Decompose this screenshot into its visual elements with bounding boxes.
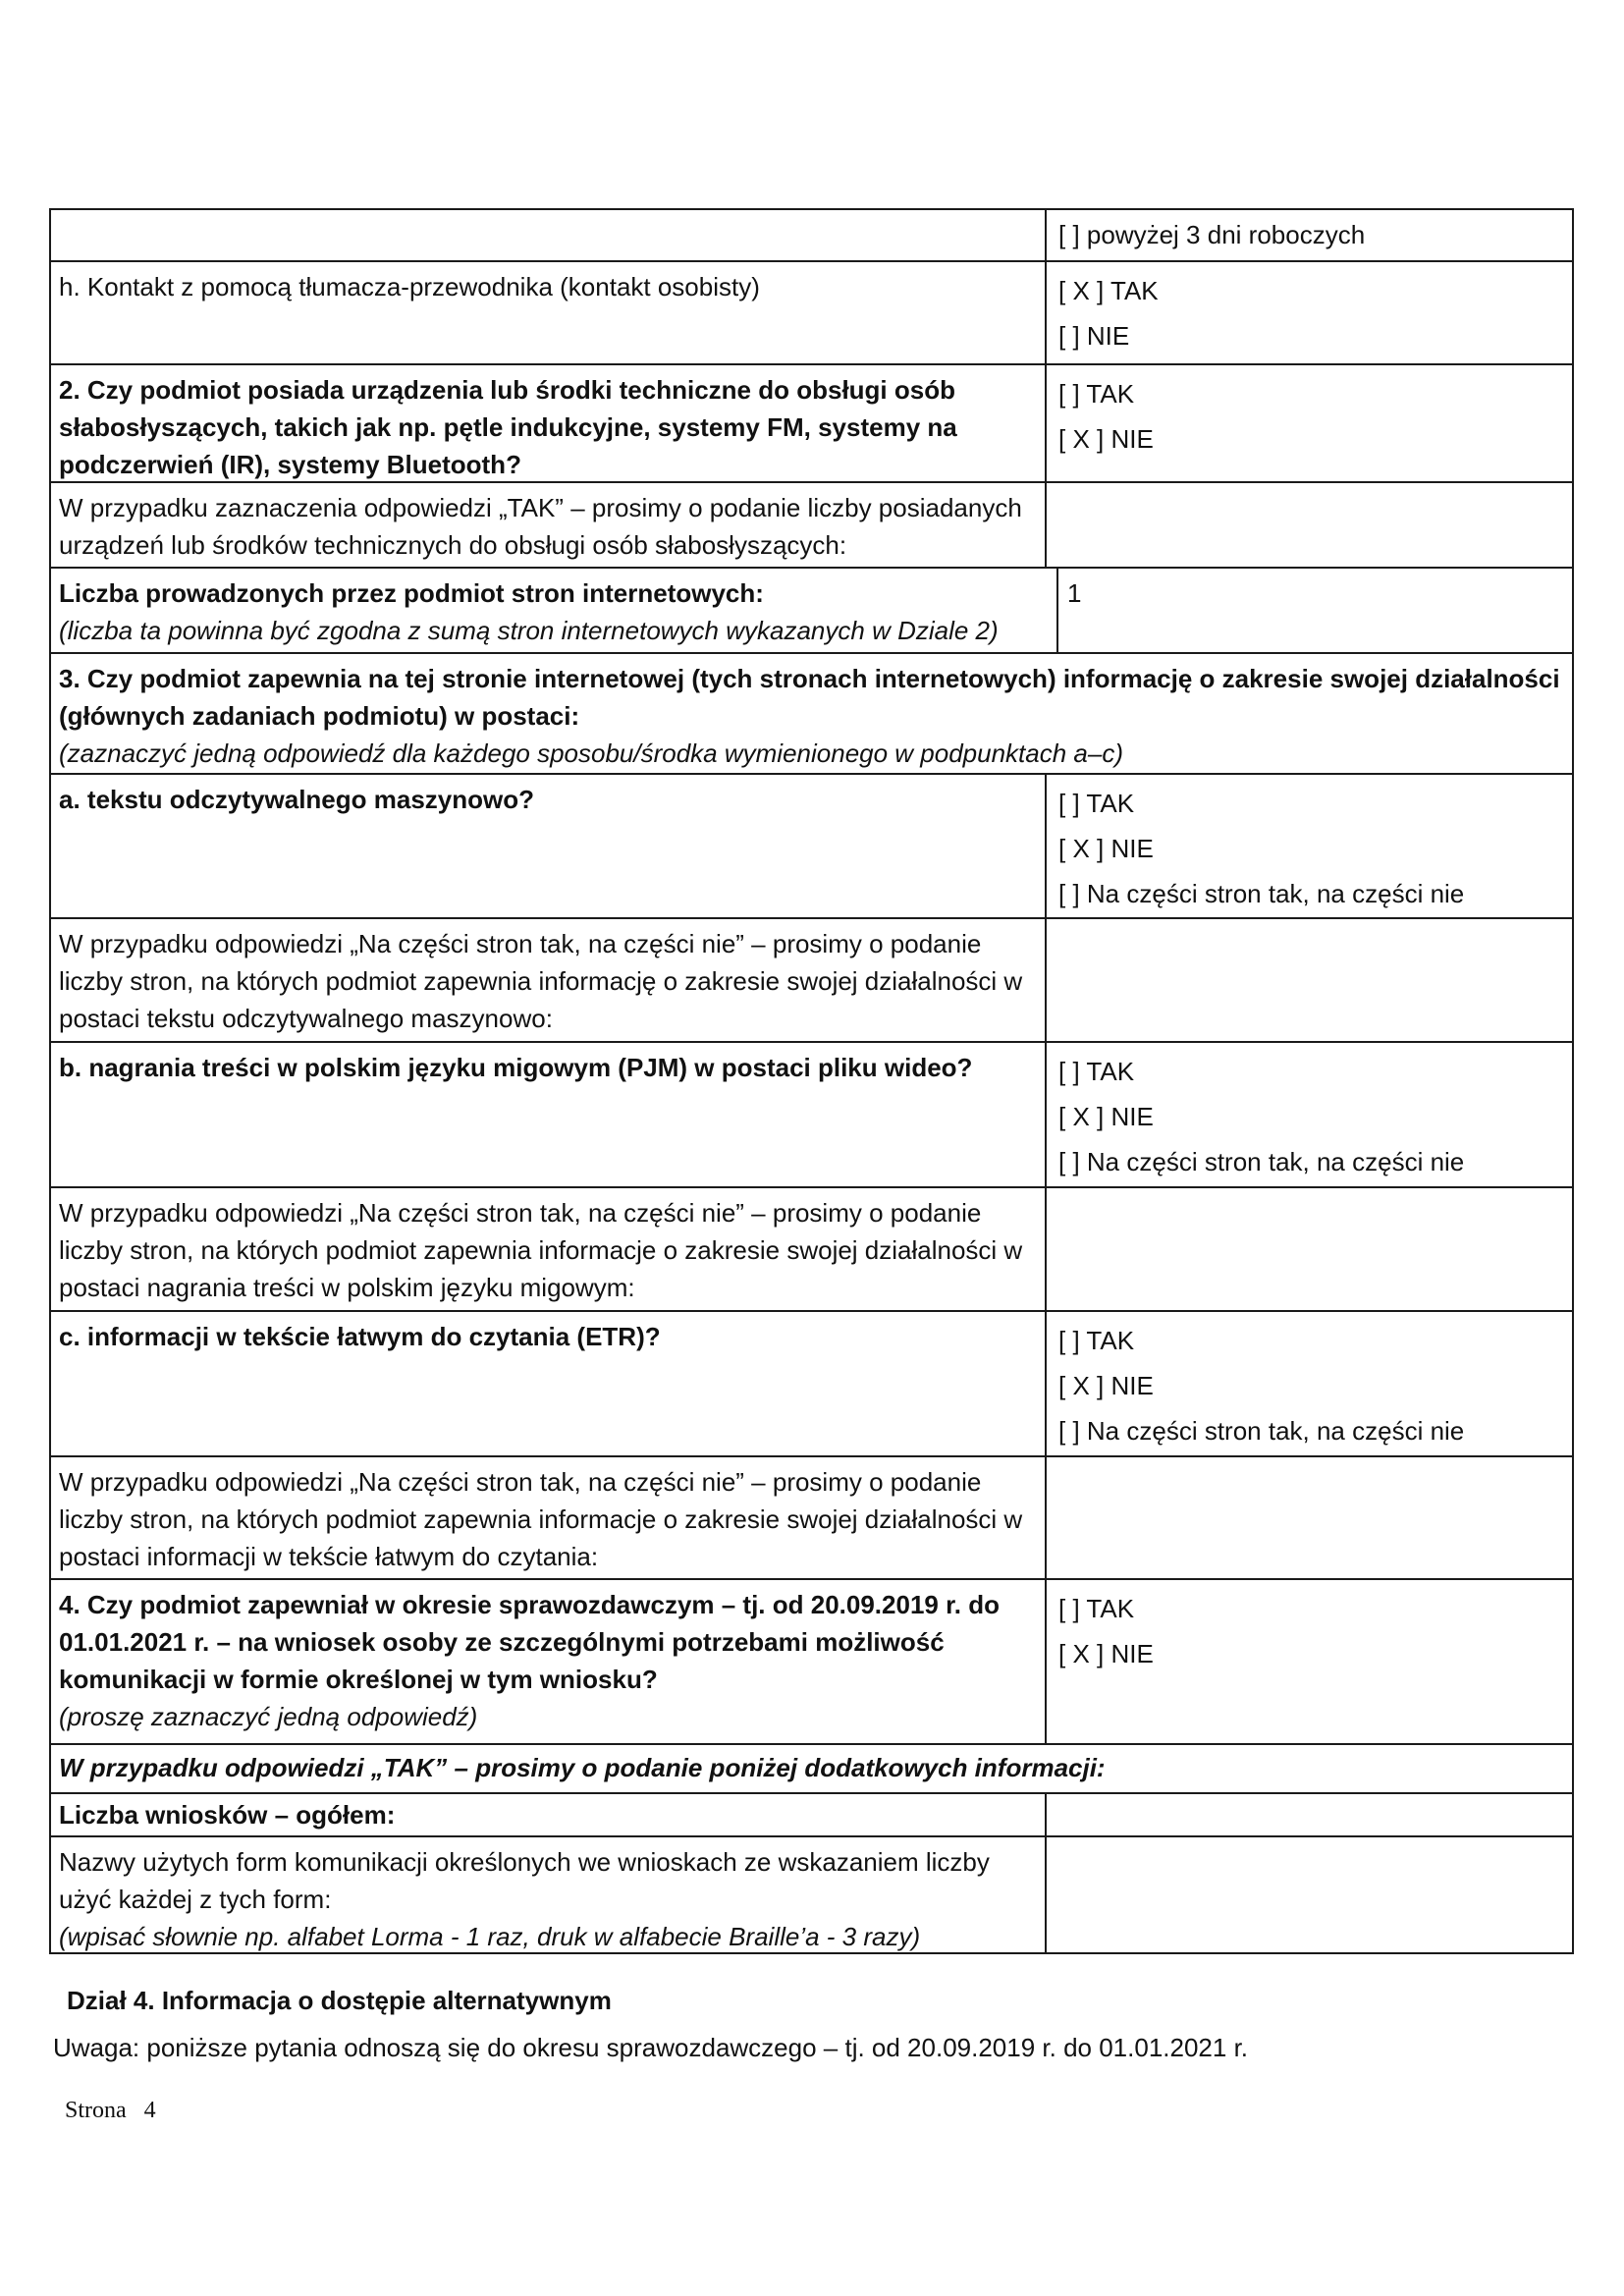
- devices-count-value: [1047, 483, 1572, 567]
- question-4-note: (proszę zaznaczyć jedną odpowiedź): [59, 1702, 478, 1731]
- answer-cell: [1047, 1043, 1572, 1186]
- answer-cell: [1047, 775, 1572, 917]
- websites-count-title: Liczba prowadzonych przez podmiot stron internetowych:: [59, 578, 764, 608]
- option-tak: [ ] TAK: [1058, 1057, 1135, 1086]
- question-3b: b. nagrania treści w polskim języku migowym (PJM) w postaci pliku wideo?: [51, 1043, 1047, 1186]
- question-4-text: 4. Czy podmiot zapewniał w okresie sprawozdawczym – tj. od 20.09.2019 r. do 01.01.2021 r. – na wniosek osoby ze szczególnymi potrzebami możliwość komunikacji w formie określonej w tym wniosku?: [59, 1590, 1000, 1694]
- answer-cell: [1047, 1312, 1572, 1455]
- table-row: [49, 773, 1574, 919]
- option-tak: [ ] TAK: [1058, 789, 1135, 818]
- requests-total-value: [1047, 1794, 1572, 1835]
- option-nie: [ X ] NIE: [1058, 424, 1154, 454]
- table-row: [49, 1041, 1574, 1188]
- option-tak: [ ] TAK: [1058, 379, 1135, 409]
- answer-value: [1047, 1188, 1572, 1310]
- table-row: [49, 652, 1574, 775]
- option-tak: [ X ] TAK: [1058, 276, 1159, 305]
- answer-value: [1047, 919, 1572, 1041]
- question-3-text: 3. Czy podmiot zapewnia na tej stronie internetowej (tych stronach internetowych) informację o zakresie swojej działalności (głównych zadaniach podmiotu) w postaci:: [59, 664, 1560, 731]
- option-nie: [ X ] NIE: [1058, 1371, 1154, 1400]
- section-title: Dział 4. Informacja o dostępie alternatywnym: [67, 1986, 612, 2015]
- question-3b-followup: W przypadku odpowiedzi „Na części stron tak, na części nie” – prosimy o podanie liczby stron, na których podmiot zapewnia informacje o zakresie swojej działalności w postaci nagrania treści w polskim języku migowym:: [51, 1188, 1047, 1310]
- question-h: h. Kontakt z pomocą tłumacza-przewodnika (kontakt osobisty): [51, 262, 1047, 363]
- question-3: [51, 654, 1572, 773]
- question-4: [51, 1580, 1047, 1743]
- table-row: [49, 1792, 1574, 1837]
- question-2: 2. Czy podmiot posiada urządzenia lub środki techniczne do obsługi osób słabosłyszących, takich jak np. pętle indukcyjne, systemy FM, systemy na podczerwień (IR), systemy Bluetooth?: [51, 365, 1047, 481]
- answer-cell: [1047, 262, 1572, 363]
- answer-cell: [1047, 365, 1572, 481]
- websites-count-label: [51, 569, 1058, 652]
- websites-count-note: (liczba ta powinna być zgodna z sumą stron internetowych wykazanych w Dziale 2): [59, 616, 999, 645]
- option-partial: [ ] Na części stron tak, na części nie: [1058, 1147, 1465, 1176]
- communication-forms-text: Nazwy użytych form komunikacji określonych we wnioskach ze wskazaniem liczby użyć każdej z tych form:: [59, 1847, 990, 1914]
- devices-count-label: W przypadku zaznaczenia odpowiedzi „TAK” – prosimy o podanie liczby posiadanych urządzeń lub środków technicznych do obsługi osób słabosłyszących:: [51, 483, 1047, 567]
- table-row: [49, 260, 1574, 365]
- additional-info-header: W przypadku odpowiedzi „TAK” – prosimy o podanie poniżej dodatkowych informacji:: [59, 1753, 1106, 1782]
- table-row: [49, 917, 1574, 1043]
- question-3a: a. tekstu odczytywalnego maszynowo?: [51, 775, 1047, 917]
- option-partial: [ ] Na części stron tak, na części nie: [1058, 879, 1465, 908]
- option-tak: [ ] TAK: [1058, 1594, 1135, 1623]
- table-row: [49, 481, 1574, 569]
- table-row: [49, 1186, 1574, 1312]
- option-over-3-days: [ ] powyżej 3 dni roboczych: [1058, 220, 1366, 249]
- question-3c-followup: W przypadku odpowiedzi „Na części stron tak, na części nie” – prosimy o podanie liczby stron, na których podmiot zapewnia informacje o zakresie swojej działalności w postaci informacji w tekście łatwym do czytania:: [51, 1457, 1047, 1578]
- communication-forms-value: [1047, 1837, 1572, 1952]
- table-row: [49, 363, 1574, 483]
- question-3c: c. informacji w tekście łatwym do czytania (ETR)?: [51, 1312, 1047, 1455]
- table-row: [49, 567, 1574, 654]
- question-3a-followup: W przypadku odpowiedzi „Na części stron tak, na części nie” – prosimy o podanie liczby stron, na których podmiot zapewnia informację o zakresie swojej działalności w postaci tekstu odczytywalnego maszynowo:: [51, 919, 1047, 1041]
- communication-forms-label: [51, 1837, 1047, 1952]
- answer-value: [1047, 1457, 1572, 1578]
- reporting-period-note: Uwaga: poniższe pytania odnoszą się do okresu sprawozdawczego – tj. od 20.09.2019 r. do 01.01.2021 r.: [53, 2033, 1249, 2062]
- page-number: Strona 4: [65, 2098, 156, 2123]
- table-row: [49, 1743, 1574, 1794]
- answer-cell: [1047, 1580, 1572, 1743]
- table-row: [49, 1455, 1574, 1580]
- table-row: [49, 1835, 1574, 1954]
- table-row: [49, 1578, 1574, 1745]
- communication-forms-note: (wpisać słownie np. alfabet Lorma - 1 raz, druk w alfabecie Braille’a - 3 razy): [59, 1922, 921, 1951]
- option-nie: [ X ] NIE: [1058, 1639, 1154, 1668]
- table-row: [49, 1310, 1574, 1457]
- question-3-note: (zaznaczyć jedną odpowiedź dla każdego sposobu/środka wymienionego w podpunktach a–c): [59, 738, 1124, 768]
- requests-total-label: Liczba wniosków – ogółem:: [51, 1794, 1047, 1835]
- option-partial: [ ] Na części stron tak, na części nie: [1058, 1416, 1465, 1446]
- option-tak: [ ] TAK: [1058, 1326, 1135, 1355]
- option-nie: [ ] NIE: [1058, 321, 1130, 351]
- table-row: [49, 208, 1574, 262]
- option-nie: [ X ] NIE: [1058, 1102, 1154, 1131]
- option-nie: [ X ] NIE: [1058, 834, 1154, 863]
- cell: [51, 210, 1047, 260]
- websites-count-value: 1: [1067, 578, 1082, 608]
